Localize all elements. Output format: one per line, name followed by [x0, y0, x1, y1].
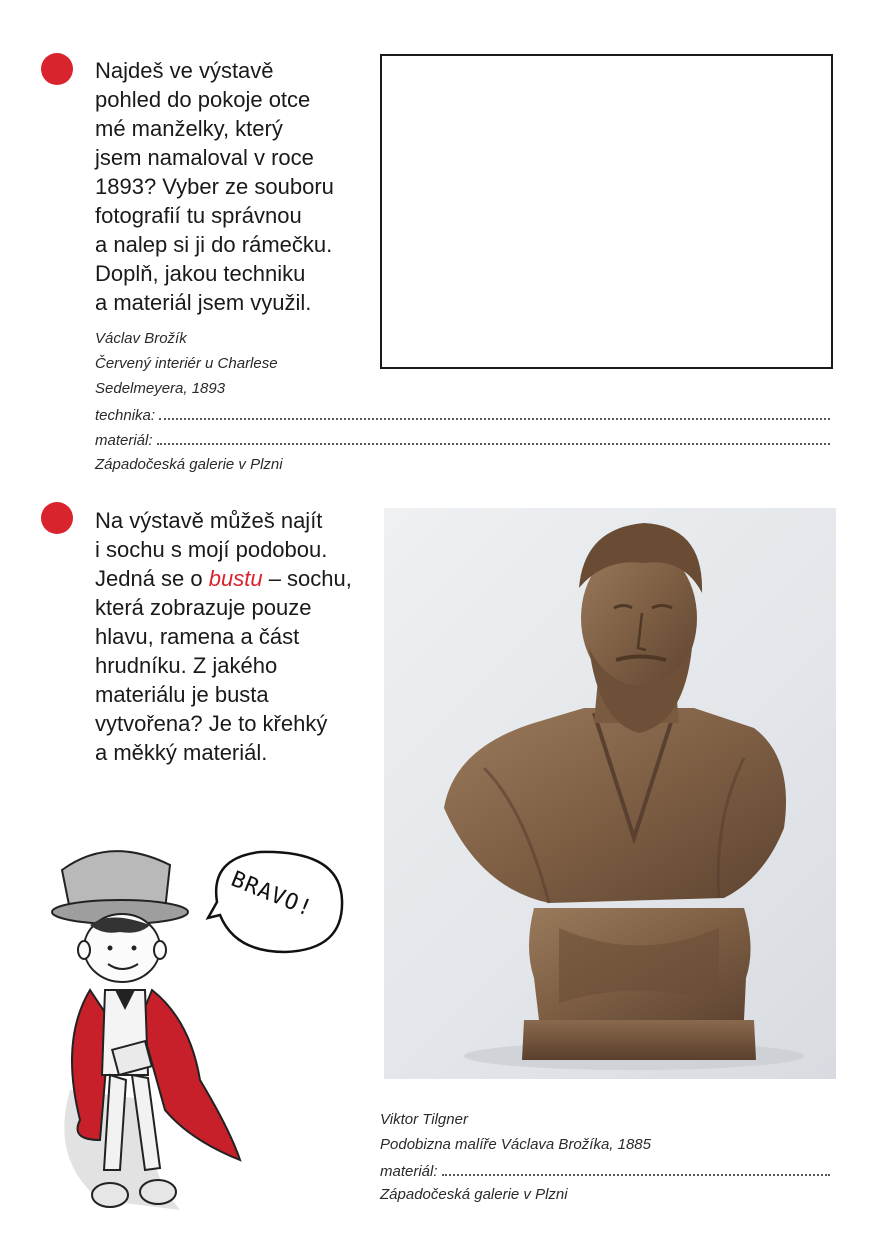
material-blank[interactable] [157, 426, 830, 445]
material-blank[interactable] [442, 1157, 830, 1176]
question-1-line: Doplň, jakou techniku [95, 261, 306, 286]
question-2-text [95, 506, 352, 767]
artwork-1-collection [95, 452, 283, 477]
bust-term: bustu [208, 566, 263, 591]
bullet-2 [41, 502, 73, 534]
collection-label: Západočeská galerie v Plzni [95, 456, 283, 473]
artwork-1-title-line: Sedelmeyera, 1893 [95, 380, 226, 397]
question-1-line: a materiál jsem využil. [95, 290, 312, 315]
question-1-line: jsem namaloval v roce [95, 145, 314, 170]
material-label: materiál: [380, 1163, 438, 1180]
artwork-1-title-line: Červený interiér u Charlese [95, 355, 278, 372]
question-2-line: vytvořena? Je to křehký [95, 711, 328, 736]
bust-sculpture-illustration [384, 508, 836, 1079]
artwork-1-artist: Václav Brožík [95, 330, 187, 347]
question-1-line: mé manželky, který [95, 116, 283, 141]
material-field-1[interactable] [95, 426, 830, 451]
artwork-2-title: Podobizna malíře Václava Brožíka, 1885 [380, 1136, 651, 1153]
material-field-2[interactable] [380, 1157, 830, 1182]
bullet-1 [41, 53, 73, 85]
question-2-line: a měkký materiál. [95, 740, 268, 765]
technique-field[interactable] [95, 401, 830, 426]
question-2-line: která zobrazuje pouze [95, 595, 312, 620]
collection-label: Západočeská galerie v Plzni [380, 1186, 568, 1203]
material-label: materiál: [95, 432, 153, 449]
question-2-line: Na výstavě můžeš najít [95, 508, 323, 533]
question-1-line: pohled do pokoje otce [95, 87, 311, 112]
bust-photo [384, 508, 836, 1079]
artwork-2-artist: Viktor Tilgner [380, 1111, 468, 1128]
speech-bubble-text: BRAVO! [227, 866, 317, 923]
mascot-illustration [40, 840, 350, 1225]
question-2-text-part: Jedná se o [95, 566, 209, 591]
question-2-line: materiálu je busta [95, 682, 269, 707]
question-1-line: a nalep si ji do rámečku. [95, 232, 333, 257]
question-2-line [95, 564, 352, 593]
question-1-text [95, 56, 334, 317]
question-2-text-part: – sochu, [262, 566, 352, 591]
question-1-line: fotografií tu správnou [95, 203, 302, 228]
artwork-2-caption [380, 1107, 651, 1157]
question-2-line: hlavu, ramena a část [95, 624, 300, 649]
technique-label: technika: [95, 407, 156, 424]
technique-blank[interactable] [159, 401, 830, 420]
question-1-line: Najdeš ve výstavě [95, 58, 274, 83]
question-2-line: hrudníku. Z jakého [95, 653, 278, 678]
question-2-line: i sochu s mojí podobou. [95, 537, 328, 562]
photo-sticker-frame[interactable] [380, 54, 833, 369]
artwork-1-caption [95, 326, 278, 401]
artwork-2-collection [380, 1182, 568, 1207]
question-1-line: 1893? Vyber ze souboru [95, 174, 334, 199]
